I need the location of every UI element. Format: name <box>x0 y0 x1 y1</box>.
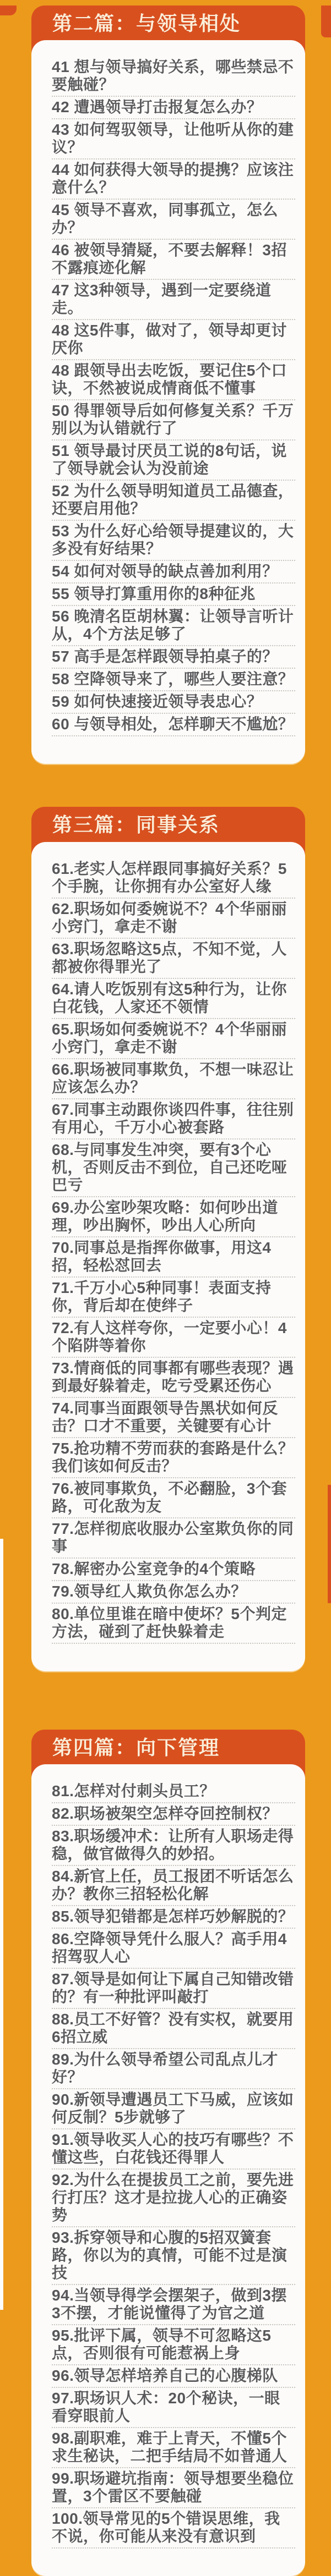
adjacent-card-corner-artifact <box>0 5 17 15</box>
question-item: 84.新官上任，员工报团不听话怎么办？教你三招轻松化解 <box>52 1866 295 1906</box>
question-item: 50 得罪领导后如何修复关系？千万别以为认错就行了 <box>52 400 295 441</box>
question-item: 79.领导红人欺负你怎么办？ <box>52 1581 295 1604</box>
question-item: 52 为什么领导明知道员工品德查，还要启用他？ <box>52 481 295 521</box>
question-item: 71.千万小心5种同事！表面支持你，背后却在使绊子 <box>52 1278 295 1318</box>
question-item: 53 为什么好心给领导提建议的，大多没有好结果？ <box>52 521 295 561</box>
question-item: 62.职场如何委婉说不？4个华丽丽小窍门，拿走不谢 <box>52 899 295 939</box>
question-item: 85.领导犯错都是怎样巧妙解脱的？ <box>52 1906 295 1929</box>
question-item: 83.职场缓冲术：让所有人职场走得稳，做官做得久的妙招。 <box>52 1826 295 1866</box>
section-title: 第三篇：同事关系 <box>52 813 220 836</box>
question-item: 70.同事总是指挥你做事，用这4招，轻松怼回去 <box>52 1237 295 1278</box>
question-item: 46 被领导猜疑，不要去解释！3招不露痕迹化解 <box>52 240 295 280</box>
question-item: 72.有人这样夸你，一定要小心！4个陷阱等着你 <box>52 1318 295 1358</box>
section-managing-down <box>31 1730 305 2576</box>
question-item: 86.空降领导凭什么服人？高手用4招驾驭人心 <box>52 1929 295 1969</box>
question-item: 61.老实人怎样跟同事搞好关系？5个手腕，让你拥有办公室好人缘 <box>52 858 295 899</box>
section-card <box>31 1764 305 2576</box>
question-item: 73.情商低的同事都有哪些表现？遇到最好躲着走，吃亏受累还伤心 <box>52 1358 295 1398</box>
question-item: 42 遭遇领导打击报复怎么办？ <box>52 97 295 119</box>
adjacent-banner-edge-artifact <box>328 1485 331 1603</box>
question-item: 88.员工不好管？没有实权，就要用6招立威 <box>52 2009 295 2049</box>
question-item: 98.副职难，难于上青天，不懂5个求生秘诀，二把手结局不如普通人 <box>52 2428 295 2468</box>
question-item: 63.职场忽略这5点，不知不觉，人都被你得罪光了 <box>52 939 295 979</box>
question-item: 92.为什么在提拔员工之前，要先进行打压？这才是拉拢人心的正确姿势 <box>52 2170 295 2227</box>
adjacent-card-edge-artifact <box>321 5 331 37</box>
question-item: 89.为什么领导希望公司乱点儿才好？ <box>52 2049 295 2089</box>
question-list <box>52 1781 295 2549</box>
promo-long-screenshot <box>0 5 331 2545</box>
question-item: 69.办公室吵架攻略：如何吵出道理，吵出胸怀，吵出人心所向 <box>52 1197 295 1237</box>
question-item: 41 想与领导搞好关系，哪些禁忌不要触碰？ <box>52 57 295 97</box>
question-item: 87.领导是如何让下属自己知错改错的？有一种批评叫敲打 <box>52 1969 295 2009</box>
question-item: 43 如何驾驭领导，让他听从你的建议？ <box>52 119 295 159</box>
question-list <box>52 57 295 736</box>
question-item: 48 这5件事，做对了，领导却更讨厌你 <box>52 320 295 360</box>
question-item: 78.解密办公室竞争的4个策略 <box>52 1559 295 1581</box>
question-item: 67.同事主动跟你谈四件事，往往别有用心，千万小心被套路 <box>52 1099 295 1140</box>
question-item: 60 与领导相处，怎样聊天不尴尬？ <box>52 714 295 736</box>
question-item: 74.同事当面跟领导告黑状如何反击？口才不重要，关键要有心计 <box>52 1398 295 1438</box>
question-item: 51 领导最讨厌员工说的8句话，说了领导就会认为没前途 <box>52 441 295 481</box>
question-item: 95.批评下属，领导不可忽略这5点，否则很有可能惹祸上身 <box>52 2325 295 2365</box>
question-item: 47 这3种领导，遇到一定要绕道走。 <box>52 280 295 320</box>
question-item: 59 如何快速接近领导表忠心？ <box>52 691 295 714</box>
question-item: 77.怎样彻底收服办公室欺负你的同事 <box>52 1518 295 1559</box>
question-item: 56 晚清名臣胡林翼：让领导言听计从，4个方法足够了 <box>52 606 295 646</box>
question-item: 65.职场如何委婉说不？4个华丽丽小窍门，拿走不谢 <box>52 1019 295 1059</box>
section-title: 第二篇：与领导相处 <box>52 12 241 35</box>
question-item: 93.拆穿领导和心腹的5招双簧套路，你以为的真情，可能不过是演技 <box>52 2227 295 2285</box>
question-item: 57 高手是怎样跟领导拍桌子的？ <box>52 646 295 669</box>
question-list <box>52 858 295 1644</box>
question-item: 91.领导收买人心的技巧有哪些？不懂这些，白花钱还得罪人 <box>52 2129 295 2170</box>
question-item: 99.职场避坑指南：领导想要坐稳位置，3个雷区不要触碰 <box>52 2468 295 2508</box>
adjacent-page-edge-artifact <box>0 1539 3 2310</box>
question-item: 58 空降领导来了，哪些人要注意？ <box>52 669 295 691</box>
question-item: 82.职场被架空怎样夺回控制权？ <box>52 1803 295 1826</box>
question-item: 68.与同事发生冲突，要有3个心机，否则反击不到位，自己还吃哑巴亏 <box>52 1140 295 1197</box>
question-item: 75.抢功精不劳而获的套路是什么？我们该如何反击？ <box>52 1438 295 1478</box>
question-item: 97.职场识人术：20个秘诀，一眼看穿眼前人 <box>52 2388 295 2428</box>
question-item: 64.请人吃饭别有这5种行为，让你白花钱，人家还不领情 <box>52 979 295 1019</box>
section-card <box>31 40 305 764</box>
question-item: 81.怎样对付刺头员工？ <box>52 1781 295 1803</box>
question-item: 76.被同事欺负，不必翻脸，3个套路，可化敌为友 <box>52 1478 295 1518</box>
section-title: 第四篇：向下管理 <box>52 1736 220 1759</box>
question-item: 94.当领导得学会摆架子，做到3摆3不摆，才能说懂得了为官之道 <box>52 2285 295 2325</box>
question-item: 45 领导不喜欢，同事孤立，怎么办？ <box>52 200 295 240</box>
question-item: 100.领导常见的5个错误思维，我不说，你可能从来没有意识到 <box>52 2508 295 2549</box>
question-item: 44 如何获得大领导的提携？应该注意什么？ <box>52 159 295 200</box>
question-item: 55 领导打算重用你的8种征兆 <box>52 584 295 606</box>
section-colleague-relations <box>31 807 305 1671</box>
question-item: 48 跟领导出去吃饭，要记住5个口诀，不然被说成情商低不懂事 <box>52 360 295 400</box>
question-item: 54 如何对领导的缺点善加利用？ <box>52 561 295 584</box>
question-item: 80.单位里谁在暗中使坏？5个判定方法，碰到了赶快躲着走 <box>52 1604 295 1644</box>
question-item: 96.领导怎样培养自己的心腹梯队 <box>52 2365 295 2388</box>
question-item: 66.职场被同事欺负，不想一味忍让应该怎么办？ <box>52 1059 295 1099</box>
section-leader-relations <box>31 5 305 764</box>
section-card <box>31 842 305 1671</box>
question-item: 90.新领导遭遇员工下马威，应该如何反制？5步就够了 <box>52 2089 295 2129</box>
